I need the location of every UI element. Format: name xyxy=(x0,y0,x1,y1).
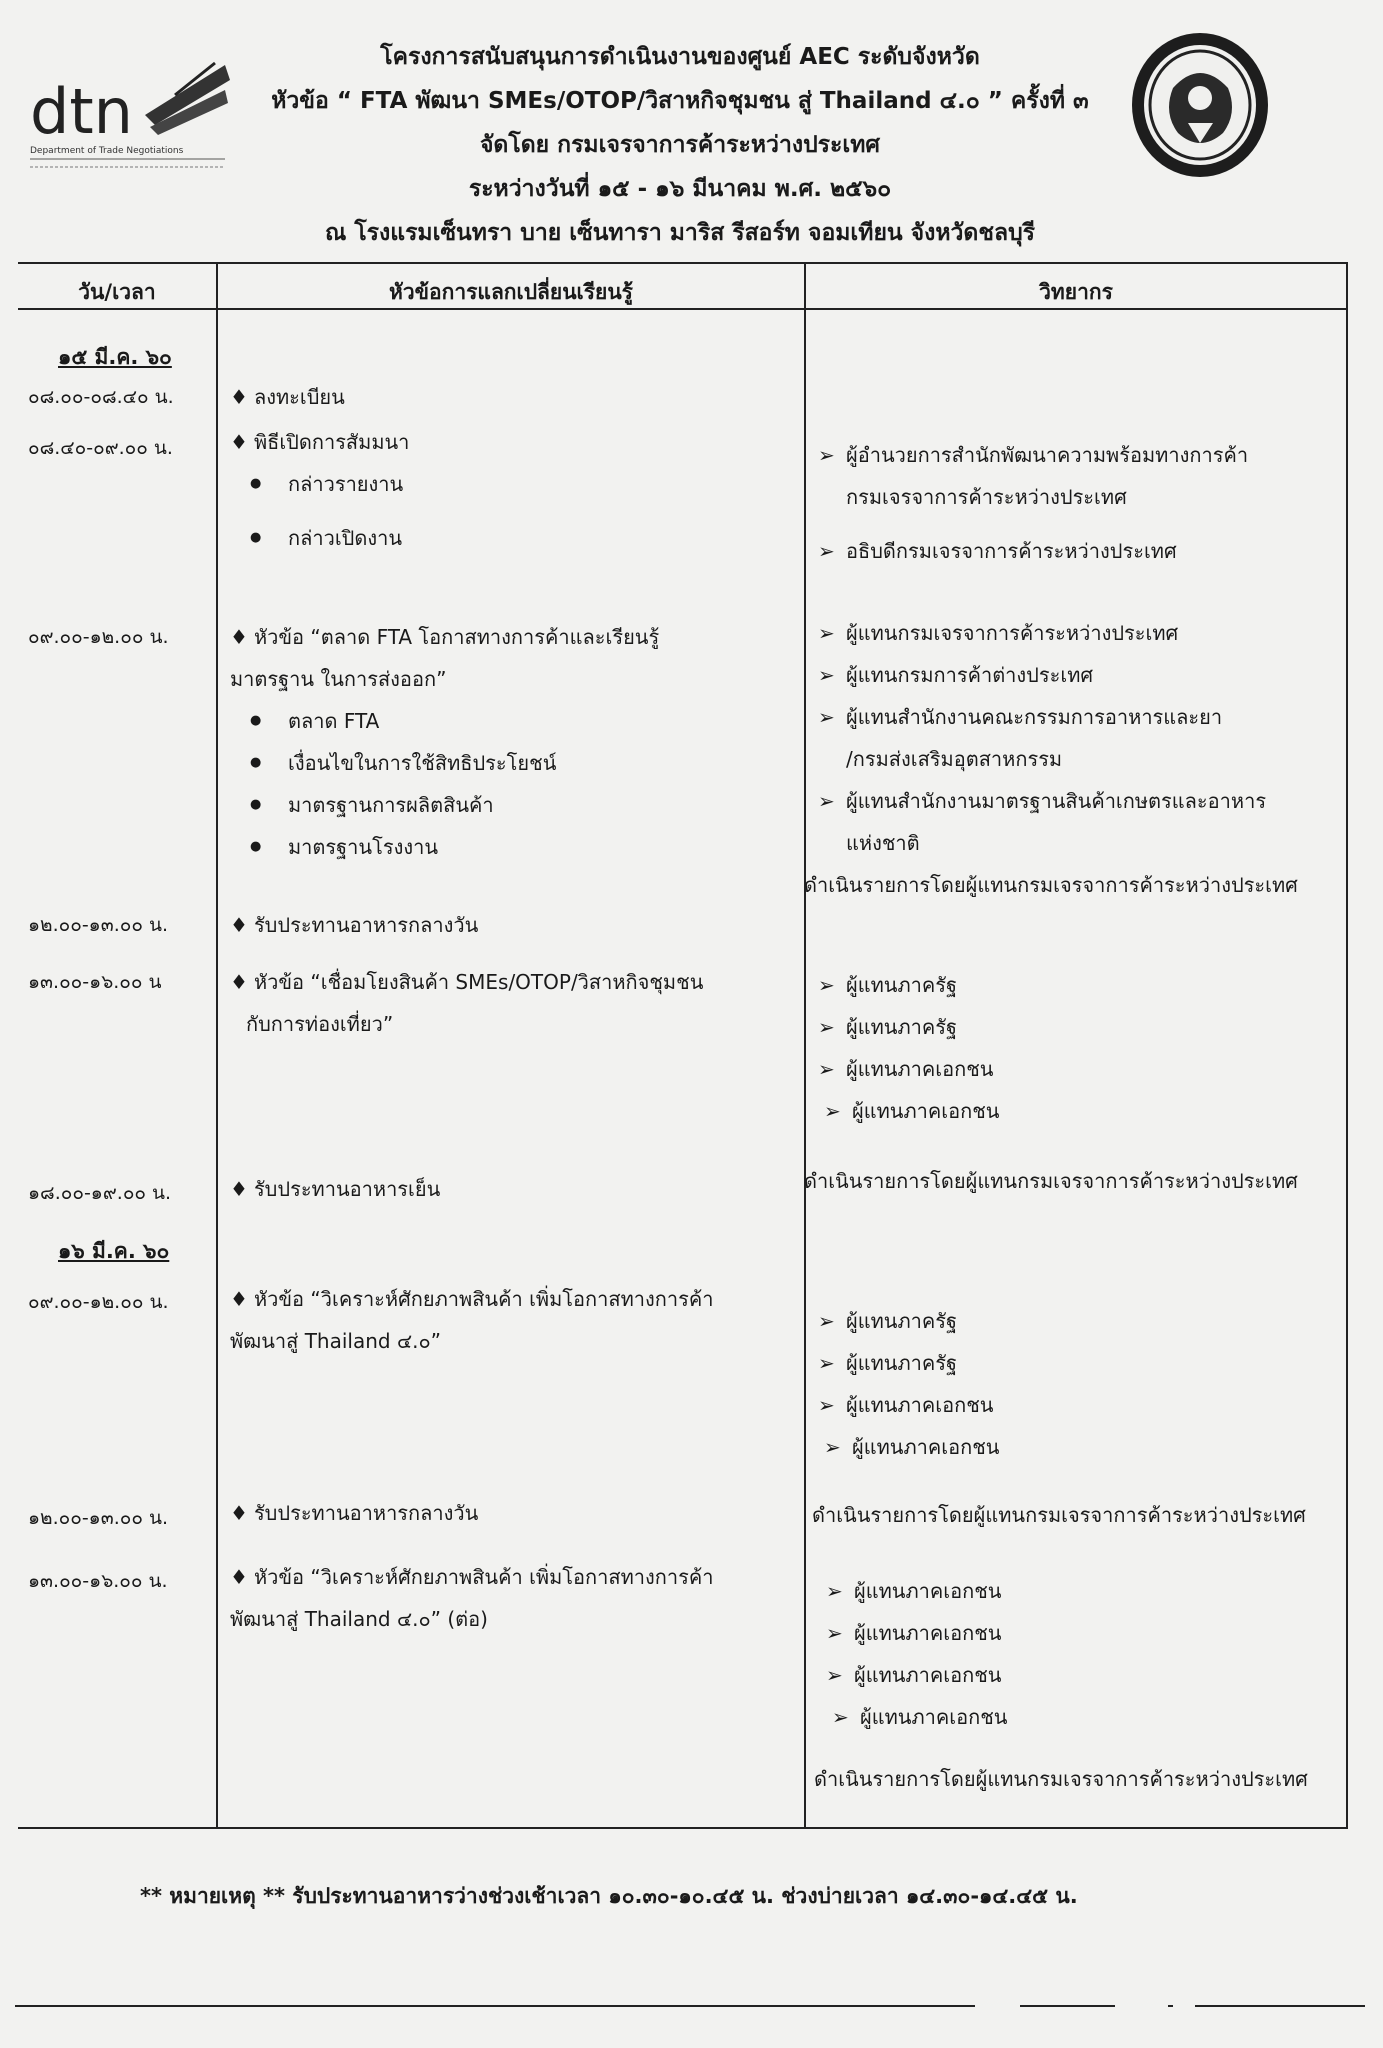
arrow-icon: ➢ xyxy=(826,1663,843,1687)
column-header-topic: หัวข้อการแลกเปลี่ยนเรียนรู้ xyxy=(389,280,633,304)
moderator-note: ดำเนินรายการโดยผู้แทนกรมเจรจาการค้าระหว่างประเทศ xyxy=(812,1503,1306,1527)
diamond-icon: ♦ xyxy=(230,1501,248,1525)
list-item: ● มาตรฐานโรงงาน xyxy=(230,826,795,868)
arrow-icon: ➢ xyxy=(818,973,835,997)
organizer: จัดโดย กรมเจรจาการค้าระหว่างประเทศ xyxy=(479,132,881,158)
speaker-list xyxy=(814,1570,1343,1800)
diamond-icon: ♦ xyxy=(230,913,248,937)
speaker-list xyxy=(812,1494,1343,1536)
footer-rule xyxy=(1168,2005,1173,2007)
schedule-table xyxy=(18,262,1348,1829)
diamond-icon: ♦ xyxy=(230,385,248,409)
speaker-item: ➢ ผู้แทนภาคเอกชน xyxy=(818,1048,1343,1090)
dtn-logo xyxy=(25,45,235,175)
time-slot: ๑๓.๐๐-๑๖.๐๐ น. xyxy=(28,1570,168,1592)
speaker-list xyxy=(804,1160,1343,1202)
speaker-item: ➢ ผู้อำนวยการสำนักพัฒนาความพร้อมทางการค้า xyxy=(818,434,1343,476)
agenda-topic: ♦ รับประทานอาหารกลางวัน xyxy=(230,913,479,937)
venue: ณ โรงแรมเซ็นทรา บาย เซ็นทารา มาริส รีสอร์ท จอมเทียน จังหวัดชลบุรี xyxy=(324,220,1036,246)
footer-rule xyxy=(15,2005,975,2007)
agenda-topic: ♦ ลงทะเบียน xyxy=(230,385,345,409)
arrow-icon: ➢ xyxy=(818,1309,835,1333)
arrow-icon: ➢ xyxy=(818,621,835,645)
speaker-list: ➢ ผู้แทนกรมเจรจาการค้าระหว่างประเทศ ➢ ผู้แทนกรมการค้าต่างประเทศ ➢ ผู้แทนสำนักงานคณะกรรมการอาหารและยา /กรมส่งเสริมอุตสาหกรรม ➢ ผู้แทนสำนักงานมาตรฐานสินค้าเกษตรและอาหาร แห่งชาติ ดำเนินรายการโดยผู้แทนกรมเจรจาการค้าระหว่างประเทศ xyxy=(818,612,1343,906)
moderator-note: ดำเนินรายการโดยผู้แทนกรมเจรจาการค้าระหว่างประเทศ xyxy=(804,1169,1298,1193)
arrow-icon: ➢ xyxy=(818,539,835,563)
diamond-icon: ♦ xyxy=(230,1565,248,1589)
agenda-topic: ♦ หัวข้อ “ตลาด FTA โอกาสทางการค้าและเรียนรู้ มาตรฐาน ในการส่งออก” ● ตลาด FTA ● เงื่อนไขในการใช้สิทธิประโยชน์ ● มาตรฐานการผลิตสินค้า ● มาตรฐานโรงงาน xyxy=(230,616,795,868)
speaker-item: ➢ ผู้แทนภาครัฐ xyxy=(818,1300,1343,1342)
agenda-topic: ♦ รับประทานอาหารกลางวัน xyxy=(230,1501,479,1525)
time-slot: ๑๒.๐๐-๑๓.๐๐ น. xyxy=(28,1507,169,1529)
agenda-topic: ♦ หัวข้อ “เชื่อมโยงสินค้า SMEs/OTOP/วิสาหกิจชุมชน กับการท่องเที่ยว” xyxy=(230,970,704,1036)
arrow-icon: ➢ xyxy=(818,705,835,729)
speaker-item: ➢ ผู้แทนภาคเอกชน xyxy=(832,1696,1343,1738)
time-slot: ๑๘.๐๐-๑๙.๐๐ น. xyxy=(28,1182,172,1204)
speaker-item: ➢ ผู้แทนภาคเอกชน xyxy=(826,1654,1343,1696)
agenda-topic: ♦ หัวข้อ “วิเคราะห์ศักยภาพสินค้า เพิ่มโอกาสทางการค้า พัฒนาสู่ Thailand ๔.๐” xyxy=(230,1287,714,1353)
svg-text:dtn: dtn xyxy=(30,75,133,148)
svg-text:Department of Trade Negotiatio: Department of Trade Negotiations xyxy=(30,146,184,156)
list-item: ● กล่าวรายงาน xyxy=(230,463,795,505)
column-divider xyxy=(804,264,806,1827)
diamond-icon: ♦ xyxy=(230,970,248,994)
arrow-icon: ➢ xyxy=(824,1099,841,1123)
speaker-list xyxy=(818,1300,1343,1468)
time-slot: ๐๘.๐๐-๐๘.๔๐ น. xyxy=(28,386,174,408)
list-item: ● มาตรฐานการผลิตสินค้า xyxy=(230,784,795,826)
arrow-icon: ➢ xyxy=(818,1351,835,1375)
agenda-topic: ♦ พิธีเปิดการสัมมนา ● กล่าวรายงาน ● กล่าวเปิดงาน xyxy=(230,421,795,559)
speaker-item: ➢ ผู้แทนภาคเอกชน xyxy=(824,1090,1343,1132)
arrow-icon: ➢ xyxy=(826,1579,843,1603)
arrow-icon: ➢ xyxy=(818,1393,835,1417)
speaker-item: ➢ ผู้แทนภาคเอกชน xyxy=(818,1384,1343,1426)
speaker-item: ➢ อธิบดีกรมเจรจาการค้าระหว่างประเทศ xyxy=(818,530,1343,572)
speaker-item: ➢ ผู้แทนภาคเอกชน xyxy=(826,1612,1343,1654)
speaker-item: ➢ ผู้แทนกรมเจรจาการค้าระหว่างประเทศ xyxy=(818,612,1343,654)
speaker-list xyxy=(818,964,1343,1132)
moderator-note: ดำเนินรายการโดยผู้แทนกรมเจรจาการค้าระหว่างประเทศ xyxy=(804,873,1298,897)
footer-rule xyxy=(1020,2005,1115,2007)
diamond-icon: ♦ xyxy=(230,1287,248,1311)
diamond-icon: ♦ xyxy=(230,625,248,649)
moderator-note: ดำเนินรายการโดยผู้แทนกรมเจรจาการค้าระหว่างประเทศ xyxy=(814,1767,1308,1791)
speaker-item: ➢ ผู้แทนสำนักงานคณะกรรมการอาหารและยา xyxy=(818,696,1343,738)
time-slot: ๐๙.๐๐-๑๒.๐๐ น. xyxy=(28,1291,169,1313)
agenda-topic: ♦ หัวข้อ “วิเคราะห์ศักยภาพสินค้า เพิ่มโอกาสทางการค้า พัฒนาสู่ Thailand ๔.๐” (ต่อ) xyxy=(230,1565,714,1631)
arrow-icon: ➢ xyxy=(818,443,835,467)
list-item: ● เงื่อนไขในการใช้สิทธิประโยชน์ xyxy=(230,742,795,784)
speaker-item: ➢ ผู้แทนภาคเอกชน xyxy=(824,1426,1343,1468)
speaker-item: ➢ ผู้แทนภาครัฐ xyxy=(818,964,1343,1006)
date-range: ระหว่างวันที่ ๑๕ - ๑๖ มีนาคม พ.ศ. ๒๕๖๐ xyxy=(468,176,892,202)
arrow-icon: ➢ xyxy=(818,1015,835,1039)
speaker-item: ➢ ผู้แทนสำนักงานมาตรฐานสินค้าเกษตรและอาหาร xyxy=(818,780,1343,822)
document-header xyxy=(250,35,1110,255)
arrow-icon: ➢ xyxy=(826,1621,843,1645)
topic-title: หัวข้อ “ FTA พัฒนา SMEs/OTOP/วิสาหกิจชุมชน สู่ Thailand ๔.๐ ” ครั้งที่ ๓ xyxy=(271,88,1089,114)
day-heading: ๑๖ มี.ค. ๖๐ xyxy=(58,1239,170,1263)
speaker-item: ➢ ผู้แทนภาครัฐ xyxy=(818,1006,1343,1048)
speaker-item: ➢ ผู้แทนภาคเอกชน xyxy=(826,1570,1343,1612)
footnote: ** หมายเหตุ ** รับประทานอาหารว่างช่วงเช้าเวลา ๑๐.๓๐-๑๐.๔๕ น. ช่วงบ่ายเวลา ๑๔.๓๐-๑๔.๔๕ น. xyxy=(140,1884,1078,1908)
day-heading: ๑๕ มี.ค. ๖๐ xyxy=(58,345,172,369)
project-title: โครงการสนับสนุนการดำเนินงานของศูนย์ AEC ระดับจังหวัด xyxy=(380,44,980,70)
arrow-icon: ➢ xyxy=(818,789,835,813)
list-item: ● ตลาด FTA xyxy=(230,700,795,742)
column-divider xyxy=(216,264,218,1827)
diamond-icon: ♦ xyxy=(230,430,248,454)
speaker-item: ➢ ผู้แทนกรมการค้าต่างประเทศ xyxy=(818,654,1343,696)
seal-icon xyxy=(1128,28,1273,183)
column-header-speaker: วิทยากร xyxy=(1039,280,1113,304)
column-header-time: วัน/เวลา xyxy=(78,280,156,304)
agenda-topic: ♦ รับประทานอาหารเย็น xyxy=(230,1177,441,1201)
time-slot: ๐๙.๐๐-๑๒.๐๐ น. xyxy=(28,626,169,648)
table-right-border xyxy=(1346,264,1348,1827)
speaker-item: ➢ ผู้แทนภาครัฐ xyxy=(818,1342,1343,1384)
arrow-icon: ➢ xyxy=(824,1435,841,1459)
time-slot: ๑๒.๐๐-๑๓.๐๐ น. xyxy=(28,914,169,936)
arrow-icon: ➢ xyxy=(832,1705,849,1729)
time-slot: ๑๓.๐๐-๑๖.๐๐ น xyxy=(28,971,162,993)
arrow-icon: ➢ xyxy=(818,663,835,687)
diamond-icon: ♦ xyxy=(230,1177,248,1201)
time-slot: ๐๘.๔๐-๐๙.๐๐ น. xyxy=(28,437,173,459)
list-item: ● กล่าวเปิดงาน xyxy=(230,517,795,559)
arrow-icon: ➢ xyxy=(818,1057,835,1081)
footer-rule xyxy=(1195,2005,1365,2007)
speaker-list: ➢ ผู้อำนวยการสำนักพัฒนาความพร้อมทางการค้า กรมเจรจาการค้าระหว่างประเทศ ➢ อธิบดีกรมเจรจาการค้าระหว่างประเทศ xyxy=(818,434,1343,572)
